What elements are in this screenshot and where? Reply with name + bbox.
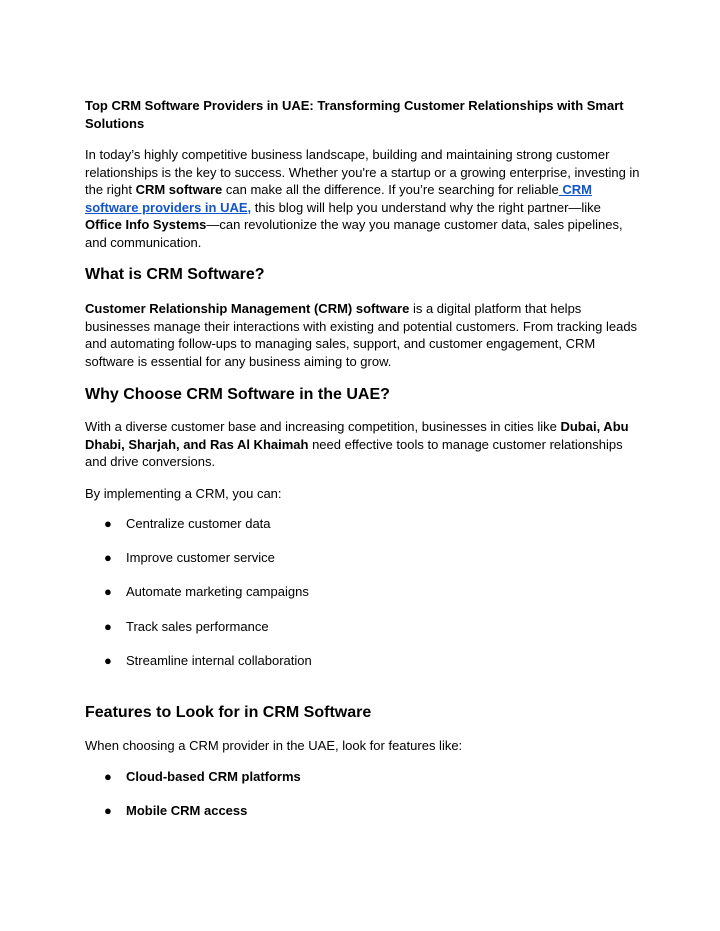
what-bold-term: Customer Relationship Management (CRM) software [85, 301, 410, 316]
bullet-icon: ● [104, 619, 112, 634]
document-title: Top CRM Software Providers in UAE: Transforming Customer Relationships with Smart Solutions [85, 98, 624, 131]
heading-what-is-crm: What is CRM Software? [85, 266, 265, 283]
bullet-icon: ● [104, 550, 112, 565]
list-item: ● Centralize customer data [104, 516, 271, 531]
heading-features: Features to Look for in CRM Software [85, 704, 372, 721]
bullet-icon: ● [104, 653, 112, 668]
intro-bold-crm-software: CRM software [135, 182, 223, 198]
list-item: ● Track sales performance [104, 619, 269, 634]
why-list-lead: By implementing a CRM, you can: [85, 486, 282, 501]
bullet-icon: ● [104, 769, 112, 784]
crm-providers-link[interactable]: CRM software providers in UAE, [85, 182, 592, 215]
intro-paragraph [85, 146, 641, 252]
why-bold-cities: Dubai, Abu Dhabi, Sharjah, and Ras Al Khaimah [85, 419, 629, 452]
bullet-icon: ● [104, 584, 112, 599]
list-item: ● Mobile CRM access [104, 803, 248, 818]
what-text: is a digital platform that helps businesses manage their interactions with existing and potential customers. From tracking leads and automating follow-ups to managing sales, support, and customer engagement, CRM software is essential for any business aiming to grow. [85, 301, 638, 369]
why-paragraph [85, 418, 641, 471]
bullet-icon: ● [104, 803, 112, 818]
bullet-icon: ● [104, 516, 112, 531]
list-item: ● Improve customer service [104, 550, 275, 565]
list-item: ● Automate marketing campaigns [104, 584, 309, 599]
what-paragraph [85, 300, 641, 370]
intro-text-1: In today’s highly competitive business landscape, building and maintaining strong customer relationships is the key to success. Whether you're a startup or a growing enterprise, investing in the right [85, 147, 640, 198]
why-text-1: With a diverse customer base and increasing competition, businesses in cities like [85, 419, 561, 434]
why-text-2: need effective tools to manage customer relationships and drive conversions. [85, 436, 623, 470]
intro-text-4: —can revolutionize the way you manage customer data, sales pipelines, and communication. [85, 217, 623, 250]
list-item: ● Cloud-based CRM platforms [104, 769, 301, 784]
heading-why-choose: Why Choose CRM Software in the UAE? [85, 386, 390, 403]
intro-bold-office-info-systems: Office Info Systems [85, 217, 207, 233]
intro-text-2: can make all the difference. If you’re searching for reliable [222, 182, 559, 198]
list-item: ● Streamline internal collaboration [104, 653, 312, 668]
features-lead: When choosing a CRM provider in the UAE, look for features like: [85, 738, 463, 753]
intro-text-3: this blog will help you understand why the right partner—like [251, 199, 601, 215]
